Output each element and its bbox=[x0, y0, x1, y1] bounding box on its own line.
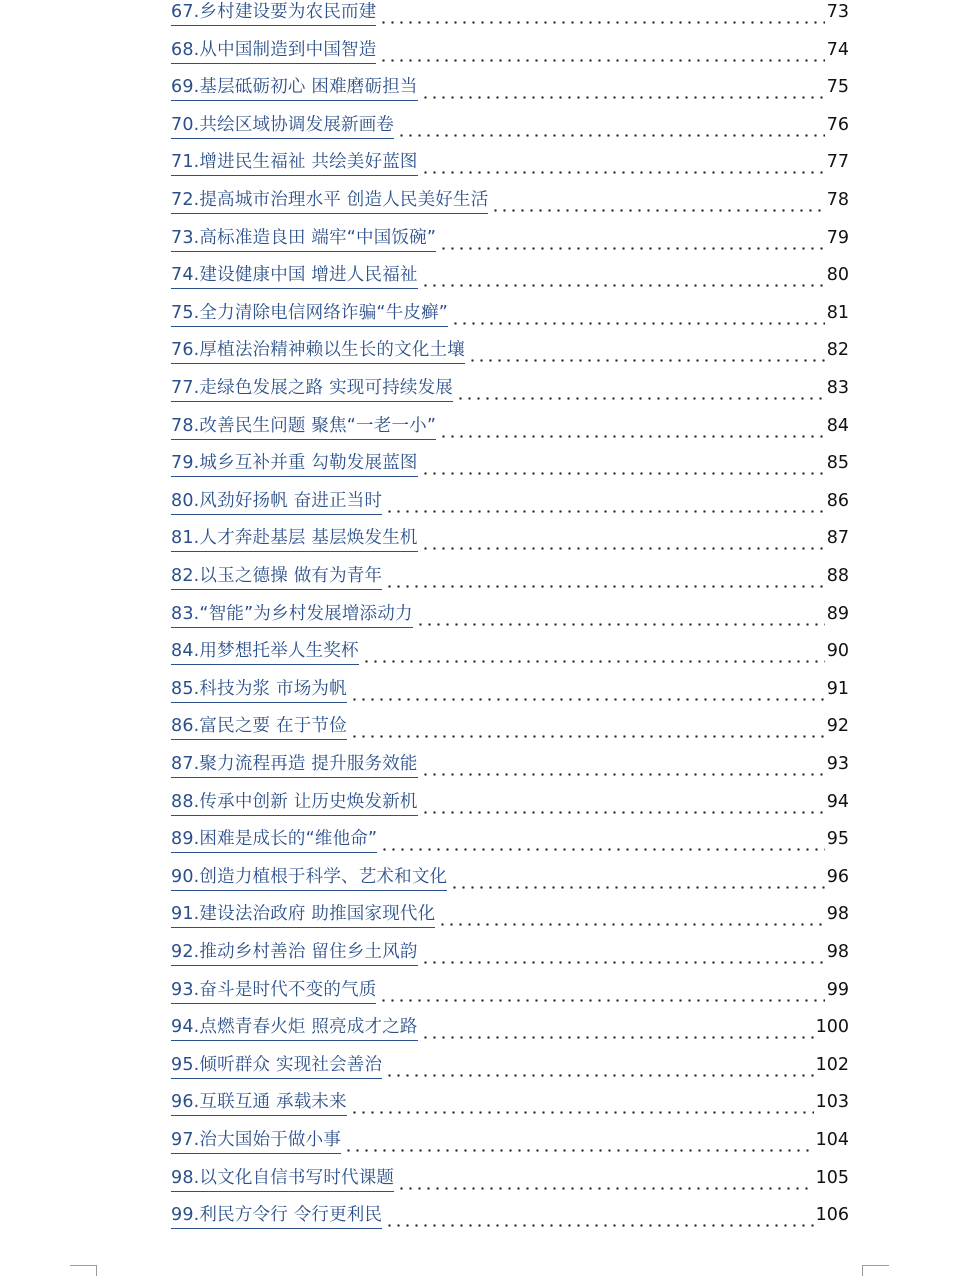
toc-entry-title-link[interactable]: 99.利民方令行 令行更利民 bbox=[171, 1203, 382, 1229]
toc-dot-leader bbox=[421, 152, 825, 176]
toc-entry-title-link[interactable]: 94.点燃青春火炬 照亮成才之路 bbox=[171, 1015, 418, 1041]
toc-entry[interactable] bbox=[171, 222, 849, 252]
toc-entry[interactable] bbox=[171, 1049, 849, 1079]
toc-entry-title-link[interactable]: 74.建设健康中国 增进人民福祉 bbox=[171, 263, 418, 289]
toc-entry-title-link[interactable]: 90.创造力植根于科学、艺术和文化 bbox=[171, 865, 447, 891]
toc-entry-page-number: 93 bbox=[826, 754, 849, 774]
toc-dot-leader bbox=[456, 378, 825, 402]
toc-dot-leader bbox=[491, 190, 824, 214]
toc-dot-leader bbox=[350, 716, 825, 740]
toc-entry-page-number: 79 bbox=[826, 227, 849, 248]
toc-dot-leader bbox=[450, 867, 824, 891]
toc-entry-page-number: 92 bbox=[826, 716, 849, 737]
toc-entry-page-number: 84 bbox=[826, 415, 849, 436]
toc-entry-page-number: 89 bbox=[826, 603, 849, 624]
toc-entry-page-number: 73 bbox=[826, 2, 849, 22]
toc-entry-title-link[interactable]: 83.“智能”为乡村发展增添动力 bbox=[171, 602, 413, 628]
toc-entry-title-link[interactable]: 97.治大国始于做小事 bbox=[171, 1128, 341, 1154]
toc-entry[interactable] bbox=[171, 1011, 849, 1041]
toc-entry-title-link[interactable]: 92.推动乡村善治 留住乡土风韵 bbox=[171, 940, 418, 966]
toc-dot-leader bbox=[421, 453, 825, 477]
toc-entry-page-number: 88 bbox=[826, 566, 849, 586]
toc-dot-leader bbox=[362, 641, 825, 665]
toc-entry-title-link[interactable]: 93.奋斗是时代不变的气质 bbox=[171, 978, 376, 1004]
crop-mark-left bbox=[70, 1265, 97, 1276]
toc-dot-leader bbox=[397, 115, 825, 139]
toc-entry-title-link[interactable]: 79.城乡互补并重 勾勒发展蓝图 bbox=[171, 451, 418, 477]
toc-entry[interactable] bbox=[171, 936, 849, 966]
toc-dot-leader bbox=[350, 679, 825, 703]
toc-dot-leader bbox=[416, 604, 825, 628]
toc-entry-title-link[interactable]: 91.建设法治政府 助推国家现代化 bbox=[171, 902, 435, 928]
toc-entry-page-number: 81 bbox=[826, 302, 849, 323]
toc-entry[interactable] bbox=[171, 34, 849, 64]
toc-dot-leader bbox=[350, 1092, 814, 1116]
toc-entry-page-number: 104 bbox=[815, 1130, 849, 1150]
toc-dot-leader bbox=[438, 904, 824, 928]
toc-entry[interactable] bbox=[171, 334, 849, 364]
toc-entry-page-number: 85 bbox=[826, 453, 849, 474]
toc-dot-leader bbox=[421, 77, 825, 101]
toc-dot-leader bbox=[385, 1055, 813, 1079]
toc-entry[interactable] bbox=[171, 1162, 849, 1192]
toc-entry-page-number: 80 bbox=[826, 265, 849, 286]
toc-entry-page-number: 99 bbox=[826, 979, 849, 1000]
toc-dot-leader bbox=[421, 754, 825, 778]
toc-dot-leader bbox=[439, 416, 825, 440]
toc-entry-title-link[interactable]: 68.从中国制造到中国智造 bbox=[171, 38, 376, 64]
toc-entry-page-number: 105 bbox=[815, 1167, 849, 1188]
toc-entry-page-number: 100 bbox=[815, 1017, 849, 1038]
toc-dot-leader bbox=[421, 792, 825, 816]
toc-entry-page-number: 90 bbox=[826, 641, 849, 662]
toc-entry[interactable] bbox=[171, 0, 849, 26]
toc-dot-leader bbox=[379, 40, 824, 64]
toc-dot-leader bbox=[451, 303, 825, 327]
toc-entry-page-number: 86 bbox=[826, 490, 849, 511]
toc-entry-title-link[interactable]: 71.增进民生福祉 共绘美好蓝图 bbox=[171, 150, 418, 176]
toc-entry[interactable] bbox=[171, 447, 849, 477]
toc-entry-title-link[interactable]: 77.走绿色发展之路 实现可持续发展 bbox=[171, 376, 453, 402]
toc-entry-title-link[interactable]: 67.乡村建设要为农民而建 bbox=[171, 0, 376, 26]
toc-entry-title-link[interactable]: 88.传承中创新 让历史焕发新机 bbox=[171, 790, 418, 816]
toc-entry-title-link[interactable]: 70.共绘区域协调发展新画卷 bbox=[171, 113, 394, 139]
crop-mark-right bbox=[862, 1265, 889, 1276]
toc-entry[interactable] bbox=[171, 71, 849, 101]
toc-entry[interactable] bbox=[171, 259, 849, 289]
toc-entry-page-number: 98 bbox=[826, 942, 849, 962]
toc-entry-title-link[interactable]: 69.基层砥砺初心 困难磨砺担当 bbox=[171, 75, 418, 101]
toc-entry[interactable] bbox=[171, 372, 849, 402]
toc-entry-title-link[interactable]: 85.科技为浆 市场为帆 bbox=[171, 677, 347, 703]
toc-entry-title-link[interactable]: 78.改善民生问题 聚焦“一老一小” bbox=[171, 414, 436, 440]
toc-entry-page-number: 87 bbox=[826, 528, 849, 549]
toc-entry[interactable] bbox=[171, 598, 849, 628]
toc-entry[interactable] bbox=[171, 1086, 849, 1116]
toc-entry[interactable] bbox=[171, 635, 849, 665]
toc-entry-page-number: 103 bbox=[815, 1092, 849, 1113]
toc-entry-title-link[interactable]: 80.风劲好扬帆 奋进正当时 bbox=[171, 489, 382, 515]
toc-dot-leader bbox=[468, 340, 825, 364]
toc-dot-leader bbox=[397, 1168, 813, 1192]
toc-entry[interactable] bbox=[171, 974, 849, 1004]
toc-entry[interactable] bbox=[171, 522, 849, 552]
toc-entry[interactable] bbox=[171, 710, 849, 740]
toc-entry[interactable] bbox=[171, 823, 849, 853]
toc-entry[interactable] bbox=[171, 673, 849, 703]
toc-entry-page-number: 91 bbox=[826, 678, 849, 699]
toc-dot-leader bbox=[421, 1017, 814, 1041]
toc-entry-title-link[interactable]: 81.人才奔赴基层 基层焕发生机 bbox=[171, 526, 418, 552]
toc-entry-page-number: 94 bbox=[826, 791, 849, 812]
toc-dot-leader bbox=[439, 228, 825, 252]
toc-entry-title-link[interactable]: 82.以玉之德操 做有为青年 bbox=[171, 564, 382, 590]
toc-dot-leader bbox=[385, 491, 825, 515]
toc-dot-leader bbox=[421, 265, 825, 289]
toc-entry[interactable] bbox=[171, 297, 849, 327]
toc-entry-title-link[interactable]: 72.提高城市治理水平 创造人民美好生活 bbox=[171, 188, 488, 214]
toc-dot-leader bbox=[380, 829, 824, 853]
toc-entry-page-number: 98 bbox=[826, 904, 849, 925]
toc-entry[interactable] bbox=[171, 1199, 849, 1229]
toc-entry-title-link[interactable]: 98.以文化自信书写时代课题 bbox=[171, 1166, 394, 1192]
toc-dot-leader bbox=[379, 2, 824, 26]
toc-entry-page-number: 95 bbox=[826, 829, 849, 850]
toc-entry[interactable] bbox=[171, 485, 849, 515]
toc-entry-page-number: 78 bbox=[826, 190, 849, 210]
toc-entry[interactable] bbox=[171, 1124, 849, 1154]
toc-entry-page-number: 82 bbox=[826, 340, 849, 361]
toc-entry-title-link[interactable]: 89.困难是成长的“维他命” bbox=[171, 827, 377, 853]
toc-dot-leader bbox=[421, 528, 825, 552]
toc-entry[interactable] bbox=[171, 861, 849, 891]
toc-dot-leader bbox=[344, 1130, 814, 1154]
toc-entry-title-link[interactable]: 86.富民之要 在于节俭 bbox=[171, 714, 347, 740]
toc-entry-page-number: 83 bbox=[826, 378, 849, 398]
toc-entry[interactable] bbox=[171, 410, 849, 440]
toc-entry-title-link[interactable]: 75.全力清除电信网络诈骗“牛皮癣” bbox=[171, 301, 448, 327]
toc-dot-leader bbox=[379, 980, 824, 1004]
toc-entry-page-number: 75 bbox=[826, 77, 849, 98]
toc-entry[interactable] bbox=[171, 898, 849, 928]
toc-entry-page-number: 106 bbox=[815, 1205, 849, 1226]
toc-entry-page-number: 96 bbox=[826, 866, 849, 887]
toc-entry[interactable] bbox=[171, 109, 849, 139]
toc-entry-title-link[interactable]: 73.高标准造良田 端牢“中国饭碗” bbox=[171, 226, 436, 252]
toc-entry-page-number: 77 bbox=[826, 152, 849, 173]
toc-entry[interactable] bbox=[171, 184, 849, 214]
toc-entry-title-link[interactable]: 84.用梦想托举人生奖杯 bbox=[171, 639, 359, 665]
toc-entry-page-number: 102 bbox=[815, 1054, 849, 1075]
toc-entry-title-link[interactable]: 96.互联互通 承载未来 bbox=[171, 1090, 347, 1116]
toc-entry-title-link[interactable]: 76.厚植法治精神赖以生长的文化土壤 bbox=[171, 338, 465, 364]
toc-entry-title-link[interactable]: 87.聚力流程再造 提升服务效能 bbox=[171, 752, 418, 778]
toc-entry-page-number: 74 bbox=[826, 39, 849, 60]
toc-entry[interactable] bbox=[171, 146, 849, 176]
toc-dot-leader bbox=[385, 566, 825, 590]
toc-dot-leader bbox=[421, 942, 825, 966]
toc-entry[interactable] bbox=[171, 748, 849, 778]
toc-entry[interactable] bbox=[171, 786, 849, 816]
toc-entry-title-link[interactable]: 95.倾听群众 实现社会善治 bbox=[171, 1053, 382, 1079]
toc-entry-page-number: 76 bbox=[826, 114, 849, 135]
toc-entry[interactable] bbox=[171, 560, 849, 590]
toc-dot-leader bbox=[385, 1205, 813, 1229]
